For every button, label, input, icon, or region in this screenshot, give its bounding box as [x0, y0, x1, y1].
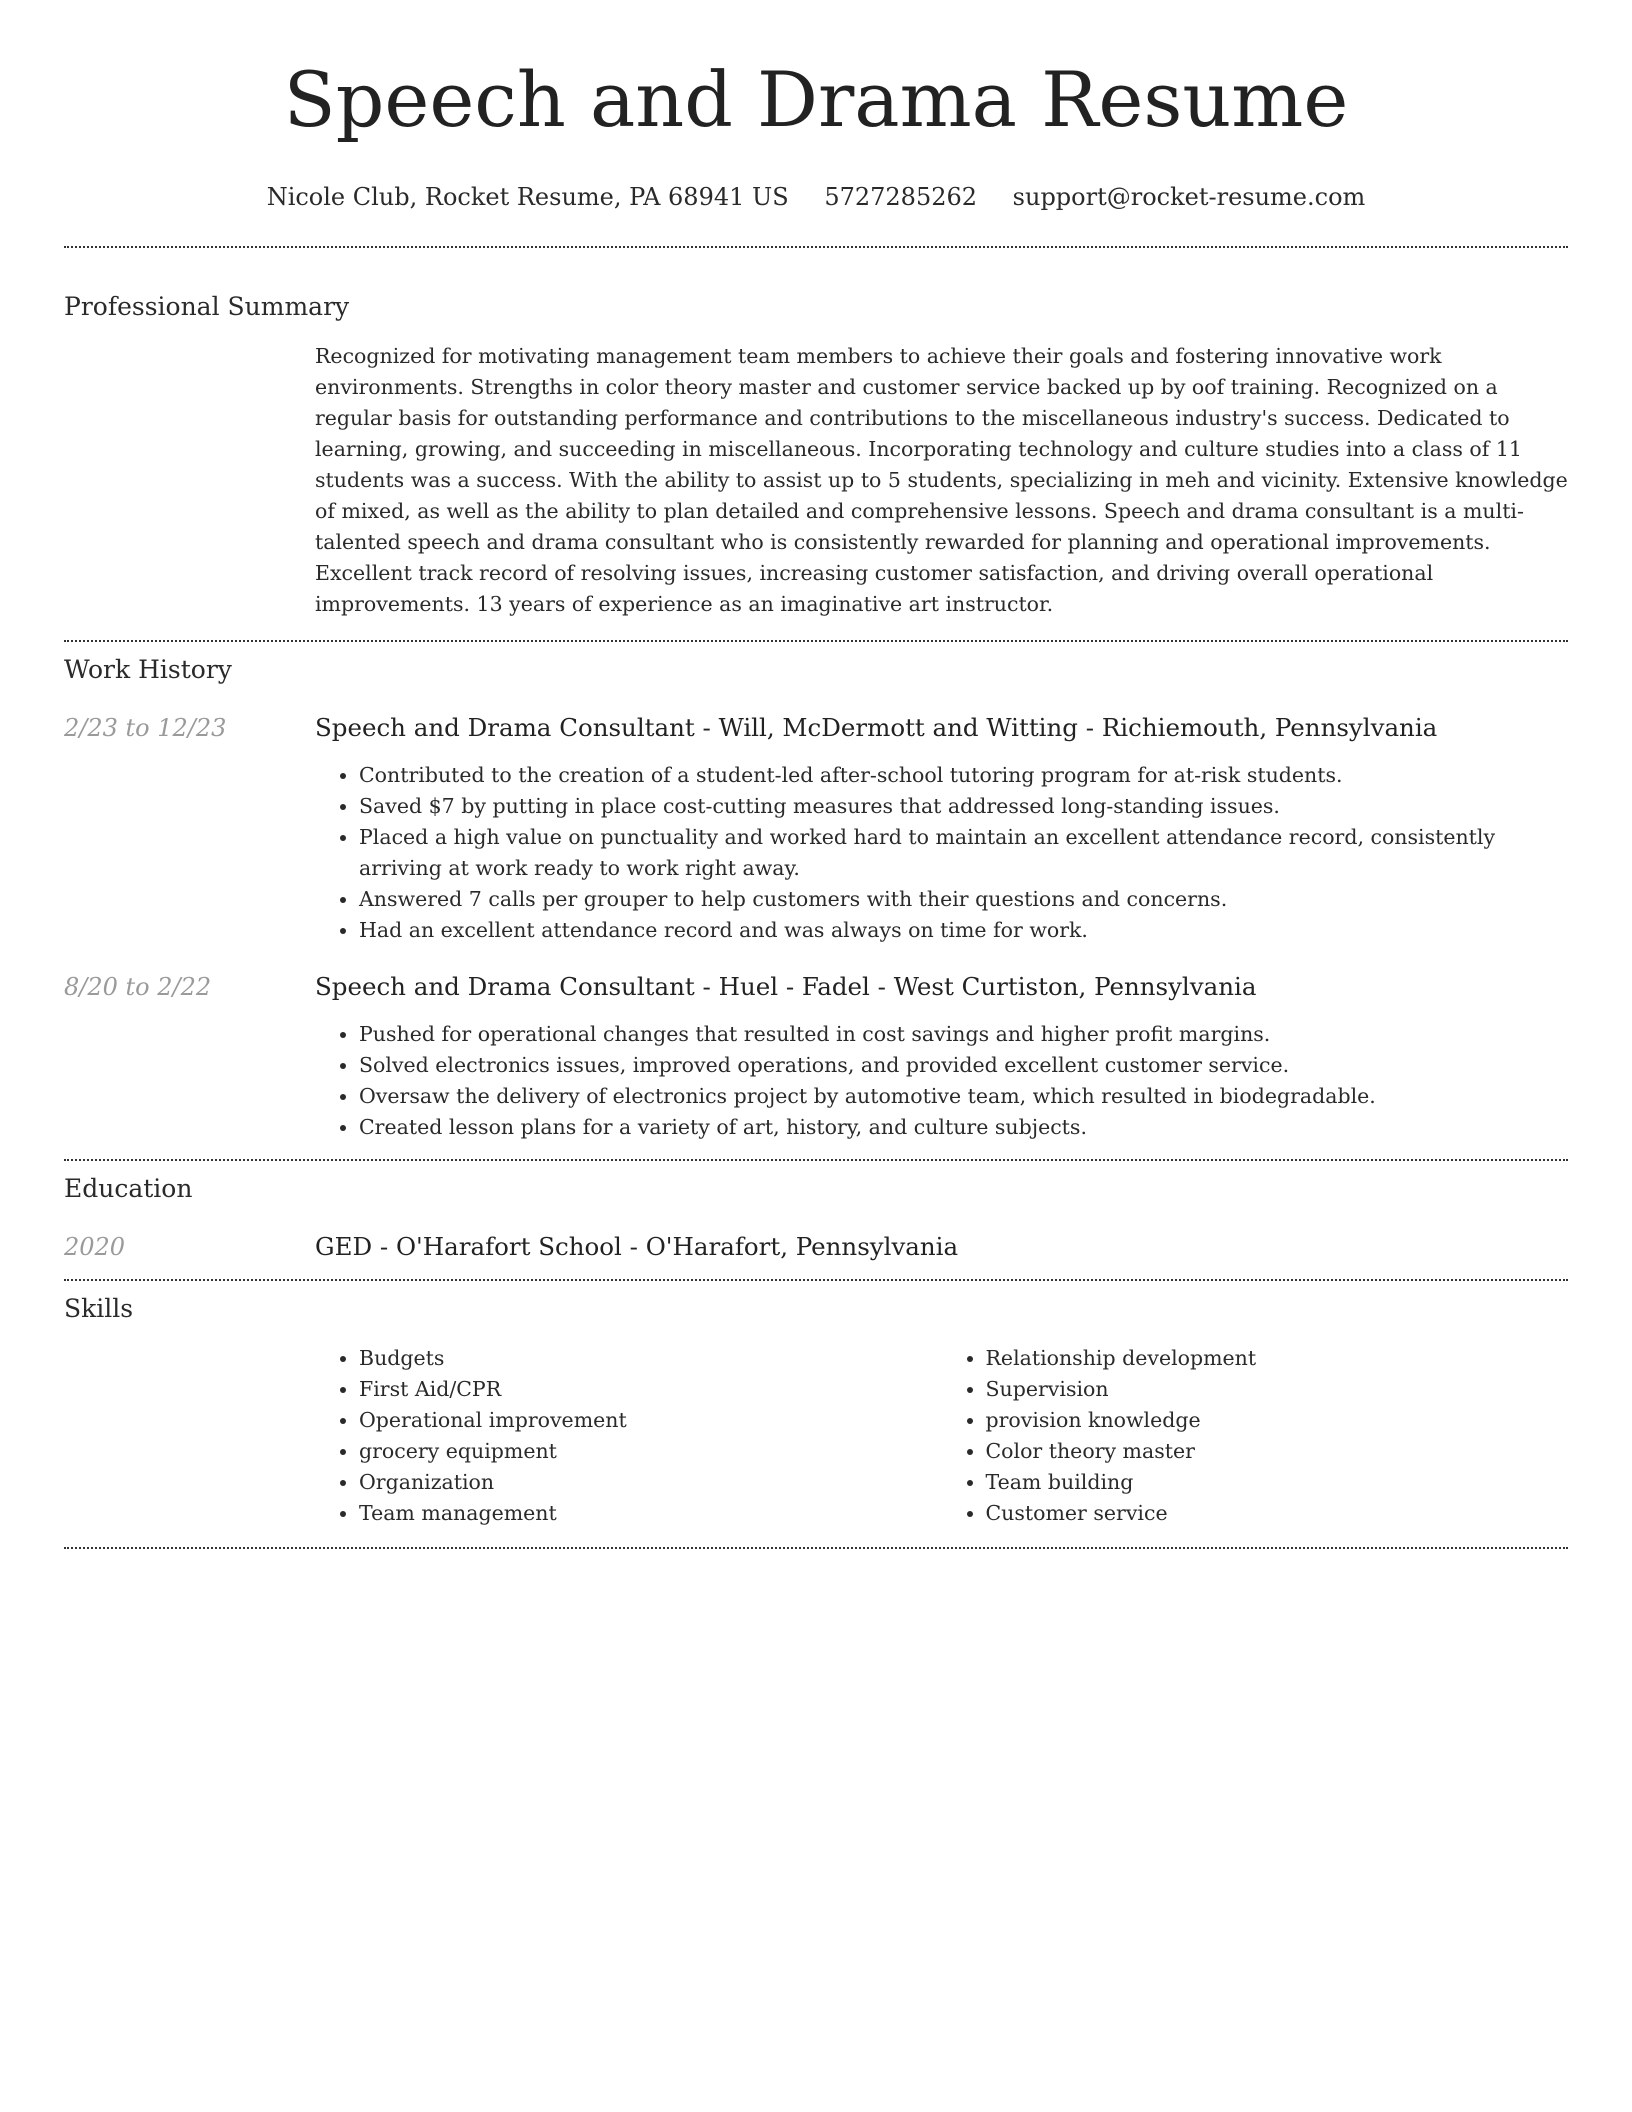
- list-item: • Oversaw the delivery of electronics project by automotive team, which resulted in biodegradable.: [359, 1081, 1568, 1112]
- list-item: • Placed a high value on punctuality and worked hard to maintain an excellent attendance record, consistently arriving at work ready to work right away.: [359, 822, 1568, 884]
- work-history-heading: Work History: [64, 655, 232, 684]
- list-item: • Saved $7 by putting in place cost-cutting measures that addressed long-standing issues.: [359, 791, 1568, 822]
- job-dates: 2/23 to 12/23: [64, 714, 227, 742]
- contact-email: support@rocket-resume.com: [1012, 183, 1366, 211]
- job-title: Speech and Drama Consultant - Huel - Fadel - West Curtiston, Pennsylvania: [315, 972, 1257, 1001]
- contact-address: Nicole Club, Rocket Resume, PA 68941 US: [266, 183, 789, 211]
- divider: [64, 1279, 1568, 1281]
- skills-list-right: [942, 1343, 1569, 1529]
- divider: [64, 1159, 1568, 1161]
- education-year: 2020: [64, 1233, 126, 1261]
- skills-heading: Skills: [64, 1294, 134, 1323]
- education-text: GED - O'Harafort School - O'Harafort, Pennsylvania: [315, 1232, 959, 1261]
- job-entry: [64, 712, 1568, 946]
- summary-heading: Professional Summary: [64, 292, 350, 321]
- skill-item: • First Aid/CPR: [359, 1374, 942, 1405]
- contact-line: [64, 182, 1568, 212]
- resume-page: [64, 0, 1568, 1549]
- job-title: Speech and Drama Consultant - Will, McDermott and Witting - Richiemouth, Pennsylvania: [315, 713, 1438, 742]
- job-entry: [64, 971, 1568, 1143]
- skill-item: • Organization: [359, 1467, 942, 1498]
- contact-phone: 5727285262: [824, 183, 978, 211]
- list-item: • Contributed to the creation of a student-led after-school tutoring program for at-risk students.: [359, 760, 1568, 791]
- skill-item: • Relationship development: [986, 1343, 1569, 1374]
- summary-text: Recognized for motivating management team members to achieve their goals and fostering innovative work environments. Strengths in color theory master and customer service backed up by oof training. Recognized on a regular basis for outstanding performance and contributions to the miscellaneous industry's success. Dedicated to learning, growing, and succeeding in miscellaneous. Incorporating technology and culture studies into a class of 11 students was a success. With the ability to assist up to 5 students, specializing in meh and vicinity. Extensive knowledge of mixed, as well as the ability to plan detailed and comprehensive lessons. Speech and drama consultant is a multi-talented speech and drama consultant who is consistently rewarded for planning and operational improvements. Excellent track record of resolving issues, increasing customer satisfaction, and driving overall operational improvements. 13 years of experience as an imaginative art instructor.: [315, 344, 1568, 616]
- job-bullets: [315, 760, 1568, 946]
- divider: [64, 640, 1568, 642]
- divider: [64, 246, 1568, 248]
- list-item: • Created lesson plans for a variety of art, history, and culture subjects.: [359, 1112, 1568, 1143]
- resume-title: Speech and Drama Resume: [283, 55, 1349, 144]
- skills-list-left: [315, 1343, 942, 1529]
- skills-grid: [315, 1343, 1568, 1529]
- summary-row: [64, 341, 1568, 620]
- skill-item: • Team building: [986, 1467, 1569, 1498]
- skill-item: • Budgets: [359, 1343, 942, 1374]
- skill-item: • provision knowledge: [986, 1405, 1569, 1436]
- list-item: • Answered 7 calls per grouper to help customers with their questions and concerns.: [359, 884, 1568, 915]
- list-item: • Had an excellent attendance record and was always on time for work.: [359, 915, 1568, 946]
- list-item: • Pushed for operational changes that resulted in cost savings and higher profit margins.: [359, 1019, 1568, 1050]
- job-dates: 8/20 to 2/22: [64, 973, 212, 1001]
- skill-item: • Supervision: [986, 1374, 1569, 1405]
- skill-item: • Color theory master: [986, 1436, 1569, 1467]
- divider: [64, 1547, 1568, 1549]
- skills-row: [64, 1343, 1568, 1529]
- skill-item: • grocery equipment: [359, 1436, 942, 1467]
- education-heading: Education: [64, 1174, 193, 1203]
- skill-item: • Team management: [359, 1498, 942, 1529]
- skill-item: • Operational improvement: [359, 1405, 942, 1436]
- skill-item: • Customer service: [986, 1498, 1569, 1529]
- list-item: • Solved electronics issues, improved operations, and provided excellent customer service.: [359, 1050, 1568, 1081]
- job-bullets: [315, 1019, 1568, 1143]
- education-entry: [64, 1231, 1568, 1263]
